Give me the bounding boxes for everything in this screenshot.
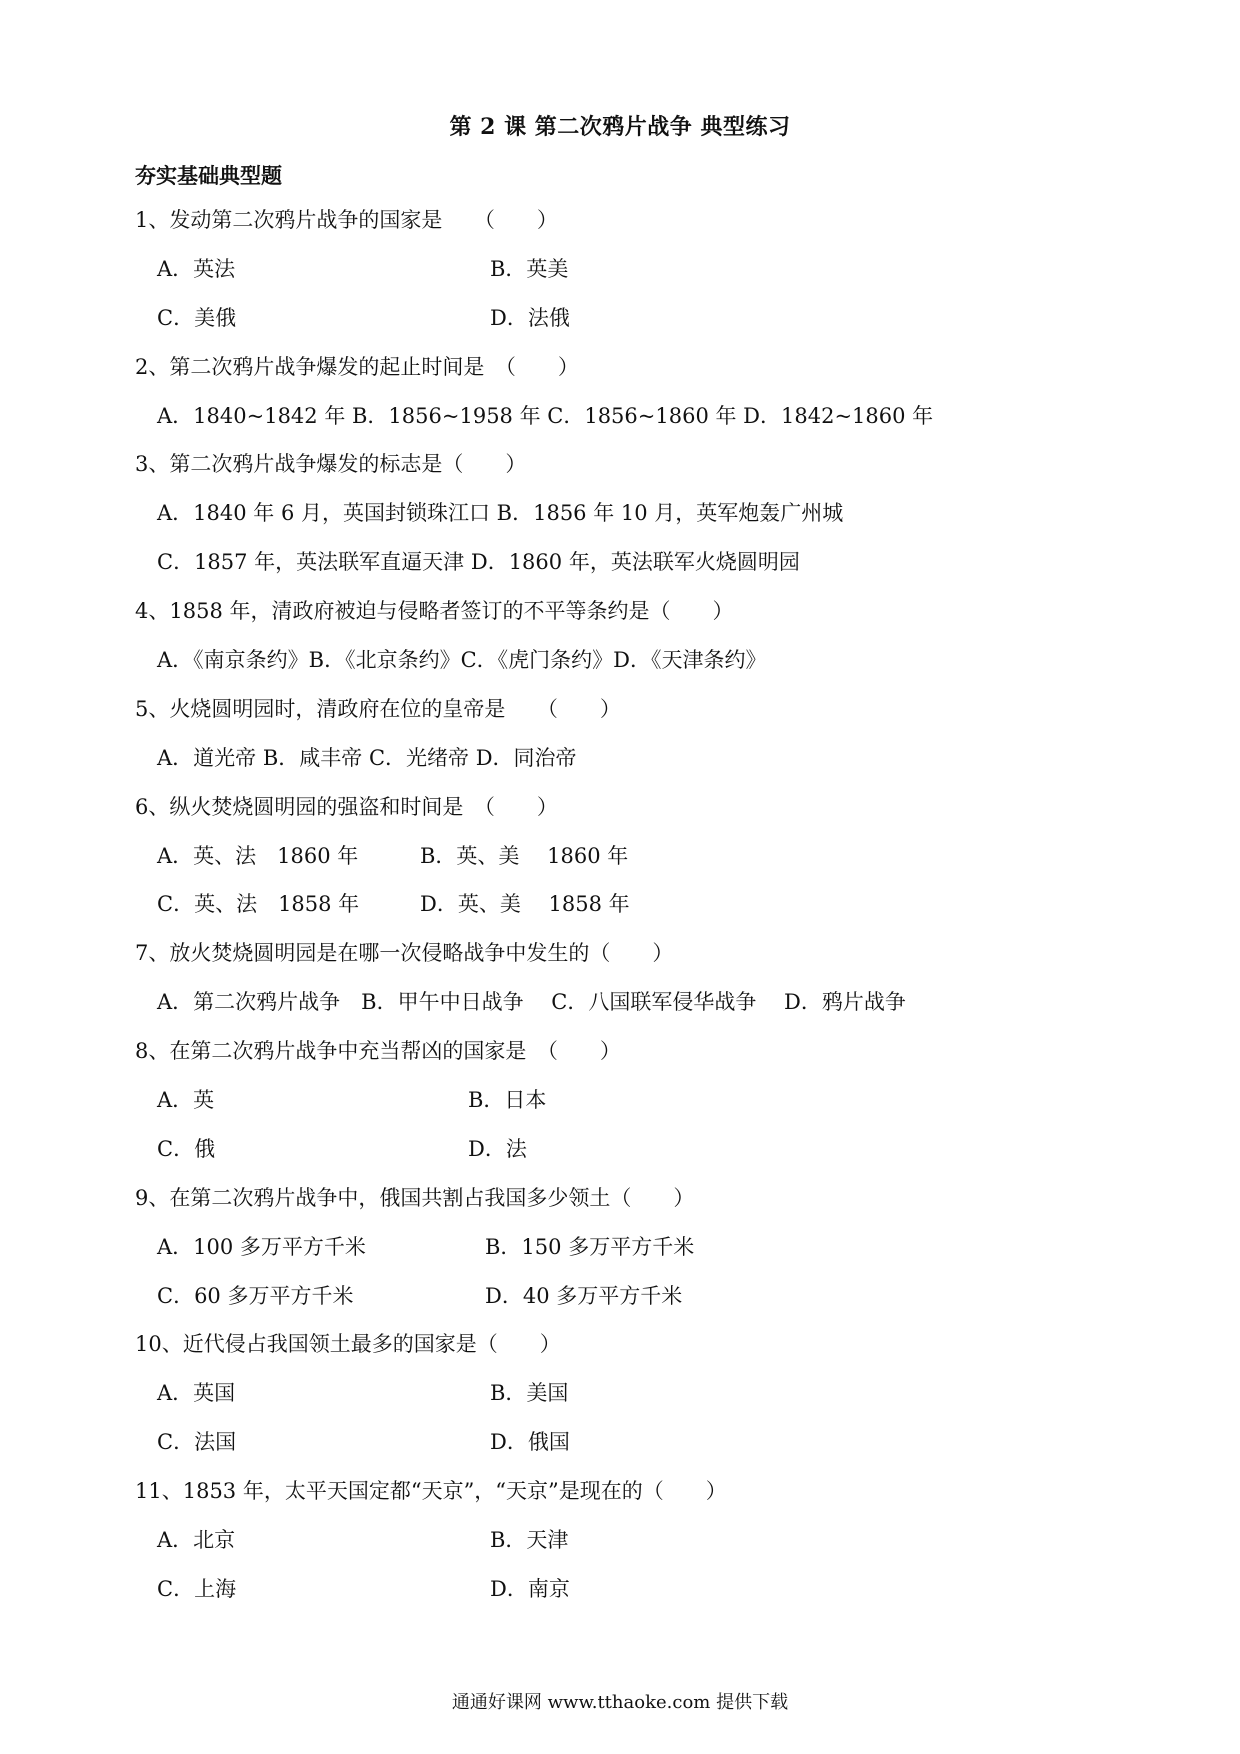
- option-text: B．英、美 1860 年: [420, 843, 629, 868]
- option-text: C．英、法 1858 年: [157, 892, 360, 917]
- option-row: [135, 1134, 1135, 1183]
- option-text: D．俄国: [490, 1430, 570, 1455]
- question-list: [135, 205, 1135, 1623]
- option-row: [135, 1525, 1135, 1574]
- question-stem: 1、发动第二次鸦片战争的国家是 （ ）: [135, 208, 558, 232]
- option-row: [135, 1085, 1135, 1134]
- page-footer: 通通好课网 www.tthaoke.com 提供下载: [451, 1692, 789, 1713]
- question-stem: 11、1853 年，太平天国定都“天京”，“天京”是现在的（ ）: [135, 1479, 727, 1504]
- question-stem: 3、第二次鸦片战争爆发的标志是（ ）: [135, 452, 527, 477]
- option-row: [135, 1281, 1135, 1330]
- option-row: [135, 743, 1135, 792]
- option-text: C．俄: [157, 1136, 216, 1161]
- option-text: B．日本: [468, 1088, 547, 1113]
- option-text: D．英、美 1858 年: [420, 892, 630, 917]
- option-row: [135, 1427, 1135, 1476]
- option-text: B．150 多万平方千米: [485, 1234, 695, 1259]
- option-row: [135, 547, 1135, 596]
- option-row: [135, 498, 1135, 547]
- option-text: A．《南京条约》B．《北京条约》C．《虎门条约》D．《天津条约》: [157, 648, 767, 673]
- option-text: A．英: [157, 1088, 215, 1113]
- option-row: [135, 254, 1135, 303]
- question-stem: 10、近代侵占我国领土最多的国家是（ ）: [135, 1332, 561, 1357]
- option-row: [135, 841, 1135, 890]
- option-text: B．天津: [490, 1528, 569, 1553]
- page-title: 第 2 课 第二次鸦片战争 典型练习: [449, 114, 791, 140]
- option-row: [135, 401, 1135, 450]
- option-text: C．法国: [157, 1430, 237, 1455]
- option-text: A．道光帝 B．咸丰帝 C．光绪帝 D．同治帝: [157, 745, 577, 770]
- option-text: A．北京: [157, 1528, 236, 1553]
- question-stem: 5、火烧圆明园时，清政府在位的皇帝是 （ ）: [135, 696, 621, 721]
- option-text: C．上海: [157, 1576, 237, 1601]
- option-text: D．法: [468, 1136, 527, 1161]
- question-stem: 9、在第二次鸦片战争中，俄国共割占我国多少领土（ ）: [135, 1185, 695, 1210]
- option-text: D．法俄: [490, 305, 570, 330]
- option-text: A．1840 年 6 月，英国封锁珠江口 B．1856 年 10 月，英军炮轰广州城: [157, 501, 844, 526]
- option-row: [135, 303, 1135, 352]
- option-text: A．英、法 1860 年: [157, 843, 359, 868]
- option-text: D．南京: [490, 1576, 570, 1601]
- question-stem: 8、在第二次鸦片战争中充当帮凶的国家是 （ ）: [135, 1039, 621, 1064]
- option-row: [135, 1232, 1135, 1281]
- option-row: [135, 889, 1135, 938]
- option-text: D．40 多万平方千米: [485, 1283, 683, 1308]
- question-stem: 2、第二次鸦片战争爆发的起止时间是 （ ）: [135, 354, 579, 379]
- option-text: A．第二次鸦片战争 B．甲午中日战争 C．八国联军侵华战争 D．鸦片战争: [157, 990, 906, 1015]
- option-row: [135, 645, 1135, 694]
- question-stem: 7、放火焚烧圆明园是在哪一次侵略战争中发生的（ ）: [135, 941, 674, 966]
- option-text: B．英美: [490, 256, 569, 281]
- section-heading: 夯实基础典型题: [135, 163, 282, 188]
- option-text: A．英国: [157, 1381, 236, 1406]
- option-text: A．100 多万平方千米: [157, 1234, 366, 1259]
- question-stem: 4、1858 年，清政府被迫与侵略者签订的不平等条约是（ ）: [135, 599, 734, 624]
- question-stem: 6、纵火焚烧圆明园的强盗和时间是 （ ）: [135, 794, 558, 819]
- option-text: C．60 多万平方千米: [157, 1283, 354, 1308]
- option-row: [135, 1378, 1135, 1427]
- option-text: A．1840~1842 年 B．1856~1958 年 C．1856~1860 年 D．1842~1860 年: [157, 403, 934, 428]
- option-row: [135, 1574, 1135, 1623]
- option-text: B．美国: [490, 1381, 569, 1406]
- option-row: [135, 987, 1135, 1036]
- option-text: C．1857 年，英法联军直逼天津 D．1860 年，英法联军火烧圆明园: [157, 550, 800, 575]
- option-text: C．美俄: [157, 305, 237, 330]
- option-text: A．英法: [157, 256, 236, 281]
